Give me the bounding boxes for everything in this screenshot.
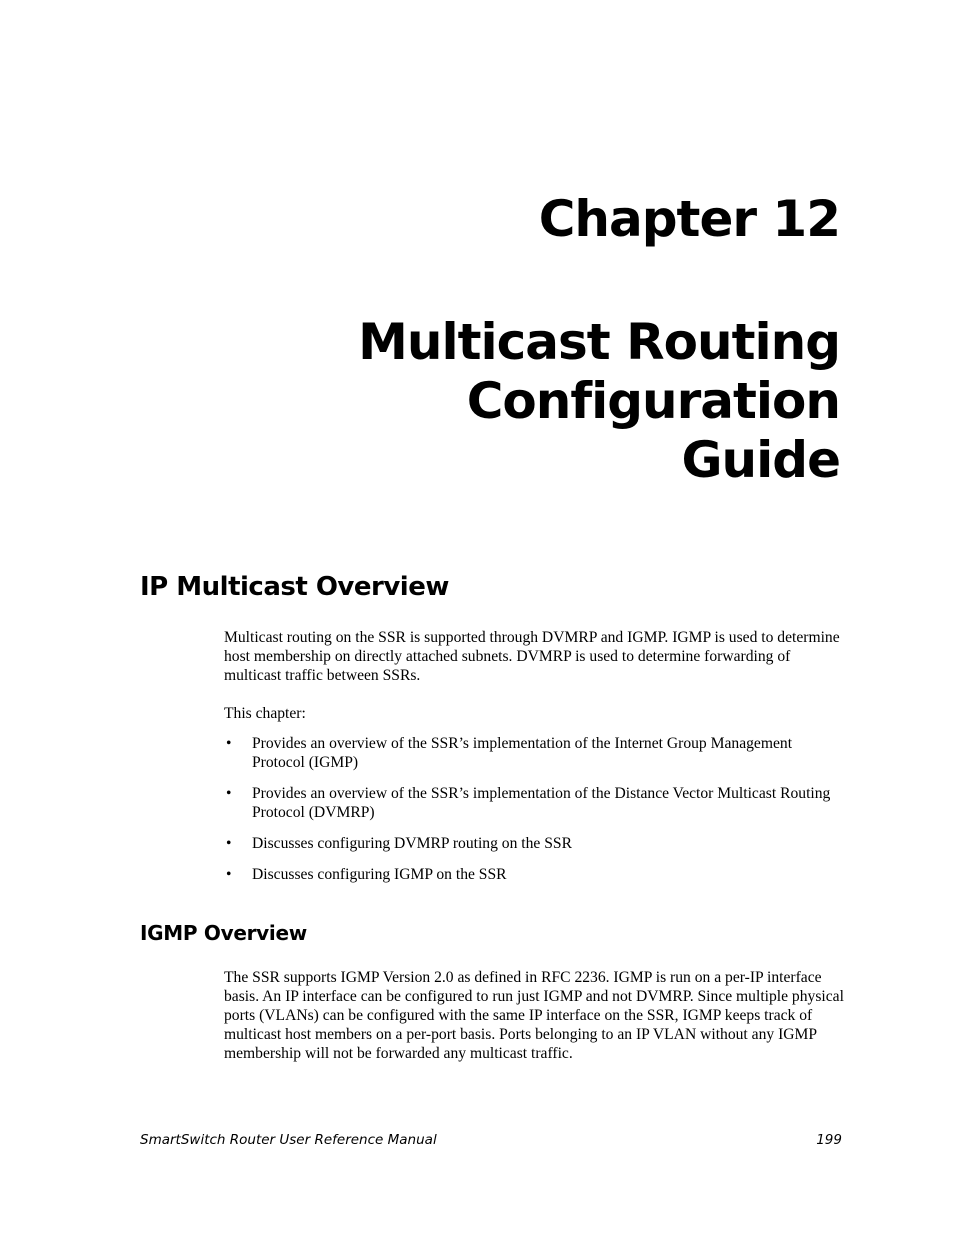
bullet-icon: • xyxy=(226,866,232,883)
list-item-text: Provides an overview of the SSR’s implementation of the Distance Vector Multicast Routing Protocol (DVMRP) xyxy=(252,785,831,821)
manual-title: SmartSwitch Router User Reference Manual xyxy=(140,1132,437,1148)
list-item xyxy=(224,834,844,853)
list-item-text: Discusses configuring IGMP on the SSR xyxy=(252,866,507,883)
chapter-title xyxy=(358,313,840,490)
intro-paragraph: Multicast routing on the SSR is supported through DVMRP and IGMP. IGMP is used to determine host membership on directly attached subnets. DVMRP is used to determine forwarding of multicast traffic between SSRs. xyxy=(224,629,840,684)
chapter-contents-list xyxy=(224,734,844,896)
igmp-paragraph: The SSR supports IGMP Version 2.0 as defined in RFC 2236. IGMP is run on a per-IP interface basis. An IP interface can be configured to run just IGMP and not DVMRP. Since multiple physical ports (VLANs) can be configured with the same IP interface on the SSR, IGMP keeps track of multicast host members on a per-port basis. Ports belonging to an IP VLAN without any IGMP membership will not be forwarded any multicast traffic. xyxy=(224,969,844,1062)
page-footer xyxy=(140,1132,842,1148)
chapter-title-line: Configuration xyxy=(466,372,840,430)
list-item-text: Provides an overview of the SSR’s implementation of the Internet Group Management Protocol (IGMP) xyxy=(252,735,793,771)
chapter-title-line: Multicast Routing xyxy=(358,313,840,371)
page-number: 199 xyxy=(816,1132,842,1148)
list-item xyxy=(224,784,844,822)
list-item xyxy=(224,865,844,884)
list-item xyxy=(224,734,844,772)
list-item-text: Discusses configuring DVMRP routing on the SSR xyxy=(252,835,572,852)
bullet-icon: • xyxy=(226,735,232,752)
bullet-icon: • xyxy=(226,785,232,802)
chapter-lead-text: This chapter: xyxy=(224,705,306,722)
section-heading: IP Multicast Overview xyxy=(140,572,449,602)
chapter-title-line: Guide xyxy=(681,431,840,489)
bullet-icon: • xyxy=(226,835,232,852)
subsection-heading: IGMP Overview xyxy=(140,921,307,945)
chapter-label: Chapter 12 xyxy=(538,190,840,248)
